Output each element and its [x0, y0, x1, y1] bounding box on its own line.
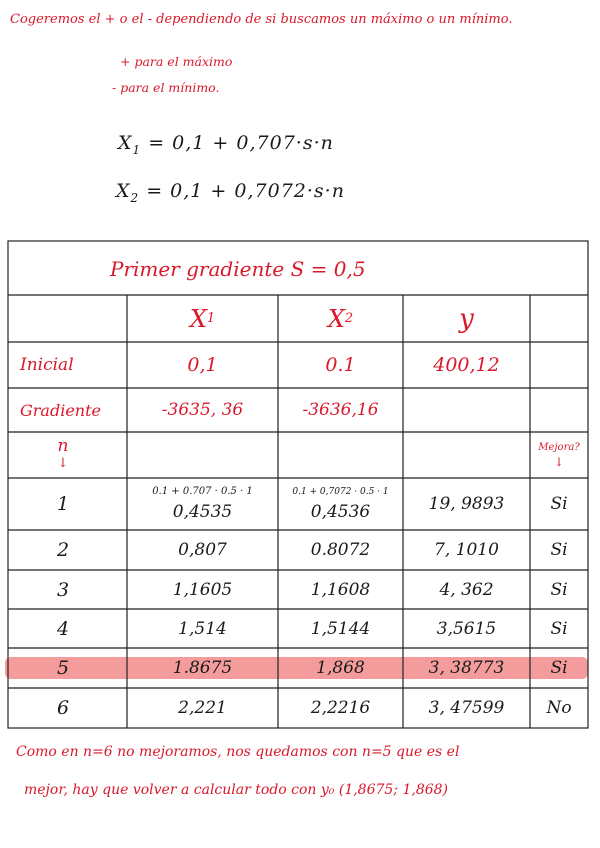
conclusion-line1: Como en n=6 no mejoramos, nos quedamos con n=5 que es el — [16, 744, 460, 760]
row1-x2-calc: 0.1 + 0,7072 · 0.5 · 1 — [292, 487, 389, 497]
gradient-x1: -3635, 36 — [161, 400, 244, 420]
row2-improve: Si — [550, 540, 568, 560]
row6-x2: 2,2216 — [310, 698, 371, 718]
iter-n-arrow: ↓ — [57, 456, 69, 471]
row4-x2: 1,5144 — [310, 618, 371, 639]
row6-improve: No — [546, 698, 572, 718]
row4-x1: 1,514 — [178, 618, 227, 639]
row2-x1: 0,807 — [178, 540, 227, 560]
header-x1 — [127, 295, 278, 342]
note-plus-max: + para el máximo — [120, 54, 233, 69]
header-y: y — [459, 303, 474, 334]
row1-x1-cell — [127, 478, 278, 530]
header-x2-sub: 2 — [344, 311, 354, 326]
formula-x1-sub: 1 — [132, 142, 142, 157]
row5-x2: 1,868 — [316, 658, 365, 678]
row1-n: 1 — [56, 493, 70, 515]
conclusion-line2: mejor, hay que volver a calcular todo con y₀ (1,8675; 1,868) — [24, 782, 449, 798]
row4-y: 3,5615 — [436, 618, 497, 639]
row4-improve: Si — [550, 618, 568, 639]
header-x1-sub: 1 — [206, 311, 216, 326]
row5-y: 3, 38773 — [428, 658, 505, 678]
row3-n: 3 — [56, 578, 70, 601]
row3-improve: Si — [550, 579, 568, 600]
iter-n-label: n — [57, 436, 69, 456]
initial-x2: 0.1 — [325, 354, 356, 376]
formula-x2-expr: = 0,1 + 0,7072·s·n — [146, 180, 345, 202]
row4-n: 4 — [56, 617, 70, 640]
row6-x1: 2,221 — [178, 698, 227, 718]
row1-x1-calc: 0.1 + 0.707 · 0.5 · 1 — [152, 486, 253, 497]
row1-x2-cell — [278, 478, 403, 530]
header-x2-var: X — [327, 304, 345, 333]
note-minus-min: - para el mínimo. — [112, 80, 220, 95]
formula-x1-var: X — [118, 132, 133, 154]
row2-x2: 0.8072 — [310, 540, 371, 560]
gradient-x2: -3636,16 — [302, 400, 379, 420]
formula-x2-var: X — [116, 180, 131, 202]
header-x1-var: X — [189, 304, 207, 333]
row1-x1: 0,4535 — [172, 502, 233, 522]
improve-arrow: ↓ — [553, 455, 565, 469]
improve-header — [530, 432, 588, 478]
initial-x1: 0,1 — [187, 354, 218, 376]
initial-y: 400,12 — [433, 354, 500, 376]
row2-y: 7, 1010 — [434, 540, 499, 560]
row1-x2: 0,4536 — [310, 502, 371, 522]
row6-n: 6 — [56, 697, 70, 719]
row5-improve: Si — [550, 658, 568, 678]
row6-y: 3, 47599 — [428, 698, 505, 718]
table-title: Primer gradiente S = 0,5 — [110, 257, 366, 281]
formula-x1-expr: = 0,1 + 0,707·s·n — [148, 132, 334, 154]
row3-x1: 1,1605 — [172, 579, 233, 600]
row5-x1: 1.8675 — [172, 658, 233, 678]
row5-n: 5 — [56, 657, 70, 679]
header-x2 — [278, 295, 403, 342]
iter-n-header — [8, 432, 118, 478]
formula-x2-sub: 2 — [130, 190, 140, 205]
row1-y: 19, 9893 — [428, 494, 505, 514]
row3-y: 4, 362 — [439, 579, 494, 600]
gradient-label: Gradiente — [20, 400, 101, 420]
row2-n: 2 — [56, 539, 70, 561]
note-sign-rule: Cogeremos el + o el - dependiendo de si buscamos un máximo o un mínimo. — [10, 12, 513, 27]
initial-label: Inicial — [20, 355, 74, 375]
row1-improve: Si — [550, 494, 568, 514]
row3-x2: 1,1608 — [310, 579, 371, 600]
improve-label: Mejora? — [538, 442, 580, 453]
